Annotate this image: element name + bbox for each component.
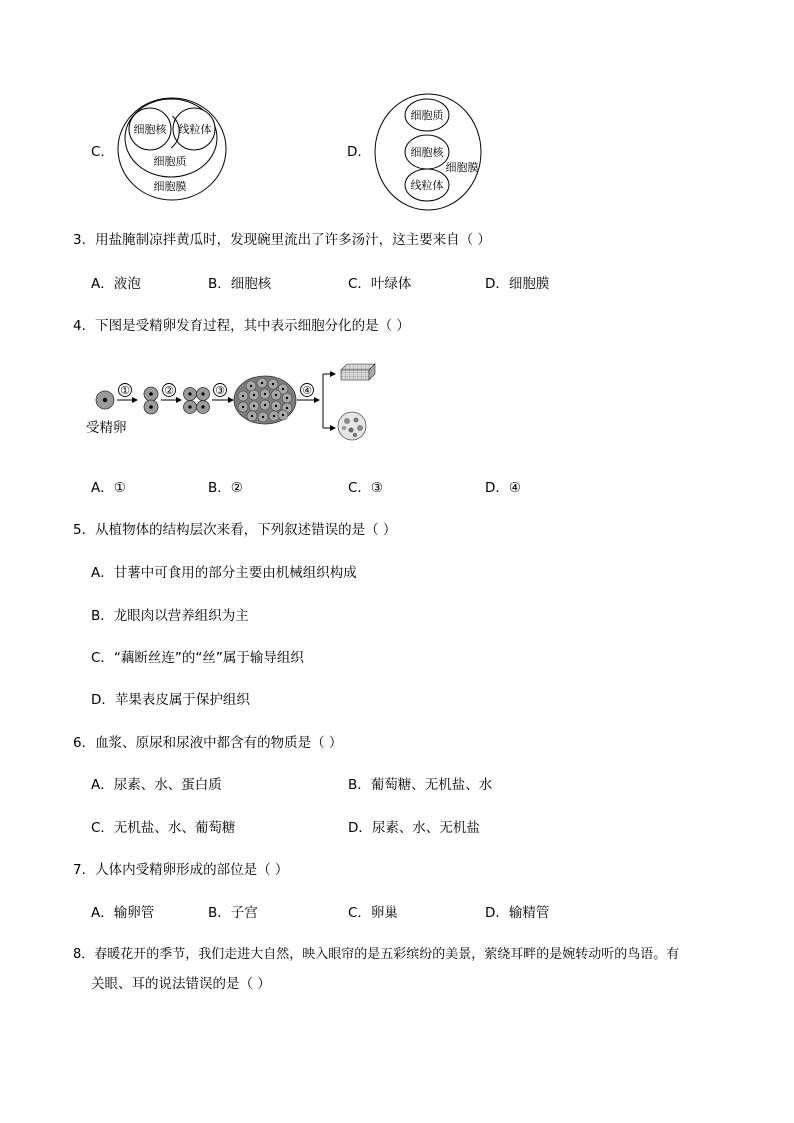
- step-2-label: ②: [164, 384, 174, 397]
- q4-option-b[interactable]: B．②: [208, 480, 243, 496]
- question-4-stem: 4．下图是受精卵发育过程，其中表示细胞分化的是（ ）: [73, 318, 410, 334]
- q5-option-c[interactable]: C．“藕断丝连”的“丝”属于输导组织: [91, 650, 304, 666]
- q4-option-a[interactable]: A．①: [91, 480, 126, 496]
- question-8-stem-continued: 关眼、耳的说法错误的是（ ）: [91, 976, 271, 992]
- question-6-options-row-2: [91, 819, 731, 837]
- q6-option-d[interactable]: D．尿素、水、无机盐: [348, 820, 480, 836]
- q5-option-b[interactable]: B．龙眼肉以营养组织为主: [91, 608, 249, 624]
- q7-option-c[interactable]: C．卵巢: [348, 905, 398, 921]
- q7-option-d[interactable]: D．输精管: [485, 905, 550, 921]
- option-c-letter: C.: [91, 144, 105, 160]
- fertilized-egg-caption: 受精卵: [86, 420, 127, 436]
- question-3-stem: 3．用盐腌制凉拌黄瓜时，发现碗里流出了许多汤汁，这主要来自（ ）: [73, 232, 491, 248]
- q4-option-d[interactable]: D．④: [485, 480, 521, 496]
- question-7-options: [91, 904, 731, 922]
- c-cytoplasm-label: 细胞质: [153, 155, 187, 168]
- diagram-c-cell-structure: [115, 96, 230, 206]
- step-4-label: ④: [302, 384, 312, 397]
- step-1-label: ①: [120, 384, 130, 397]
- q3-option-d[interactable]: D．细胞膜: [485, 276, 550, 292]
- q5-option-d[interactable]: D．苹果表皮属于保护组织: [91, 692, 250, 708]
- q3-option-a[interactable]: A．液泡: [91, 276, 141, 292]
- d-cytoplasm-label: 细胞质: [410, 109, 444, 122]
- q5-option-a[interactable]: A．甘薯中可食用的部分主要由机械组织构成: [91, 565, 357, 581]
- question-5-stem: 5．从植物体的结构层次来看，下列叙述错误的是（ ）: [73, 522, 397, 538]
- question-6-stem: 6．血浆、原尿和尿液中都含有的物质是（ ）: [73, 735, 343, 751]
- q6-option-c[interactable]: C．无机盐、水、葡萄糖: [91, 820, 236, 836]
- question-3-options: [91, 275, 731, 293]
- diagram-d-cell-structure: [373, 92, 488, 212]
- d-membrane-label: 细胞膜: [445, 161, 479, 174]
- question-4-options: [91, 479, 731, 497]
- c-membrane-label: 细胞膜: [153, 180, 187, 193]
- q3-option-c[interactable]: C．叶绿体: [348, 276, 412, 292]
- question-6-options-row-1: [91, 776, 731, 794]
- step-3-label: ③: [215, 384, 225, 397]
- q6-option-a[interactable]: A．尿素、水、蛋白质: [91, 777, 222, 793]
- tissue-block-top: [341, 364, 375, 380]
- c-nucleus-label: 细胞核: [133, 123, 167, 136]
- cell-mass: [234, 376, 296, 424]
- tissue-round-bottom: [338, 412, 366, 440]
- fertilized-egg-cell: [96, 391, 114, 409]
- q6-option-b[interactable]: B．葡萄糖、无机盐、水: [348, 777, 493, 793]
- d-mitochondria-label: 线粒体: [410, 179, 444, 192]
- q3-option-b[interactable]: B．细胞核: [208, 276, 272, 292]
- d-nucleus-label: 细胞核: [410, 146, 444, 159]
- option-d-letter: D.: [347, 144, 362, 160]
- q7-option-b[interactable]: B．子宫: [208, 905, 258, 921]
- two-cell-stage: [144, 387, 158, 414]
- question-7-stem: 7．人体内受精卵形成的部位是（ ）: [73, 862, 289, 878]
- q4-option-c[interactable]: C．③: [348, 480, 384, 496]
- fertilized-egg-development-figure: [85, 356, 385, 441]
- c-mitochondria-label: 线粒体: [178, 123, 212, 136]
- q7-option-a[interactable]: A．输卵管: [91, 905, 155, 921]
- four-cell-stage: [184, 388, 210, 414]
- question-8-stem: 8．春暖花开的季节，我们走进大自然，映入眼帘的是五彩缤纷的美景，萦绕耳畔的是婉转动听的鸟语。有: [73, 947, 680, 962]
